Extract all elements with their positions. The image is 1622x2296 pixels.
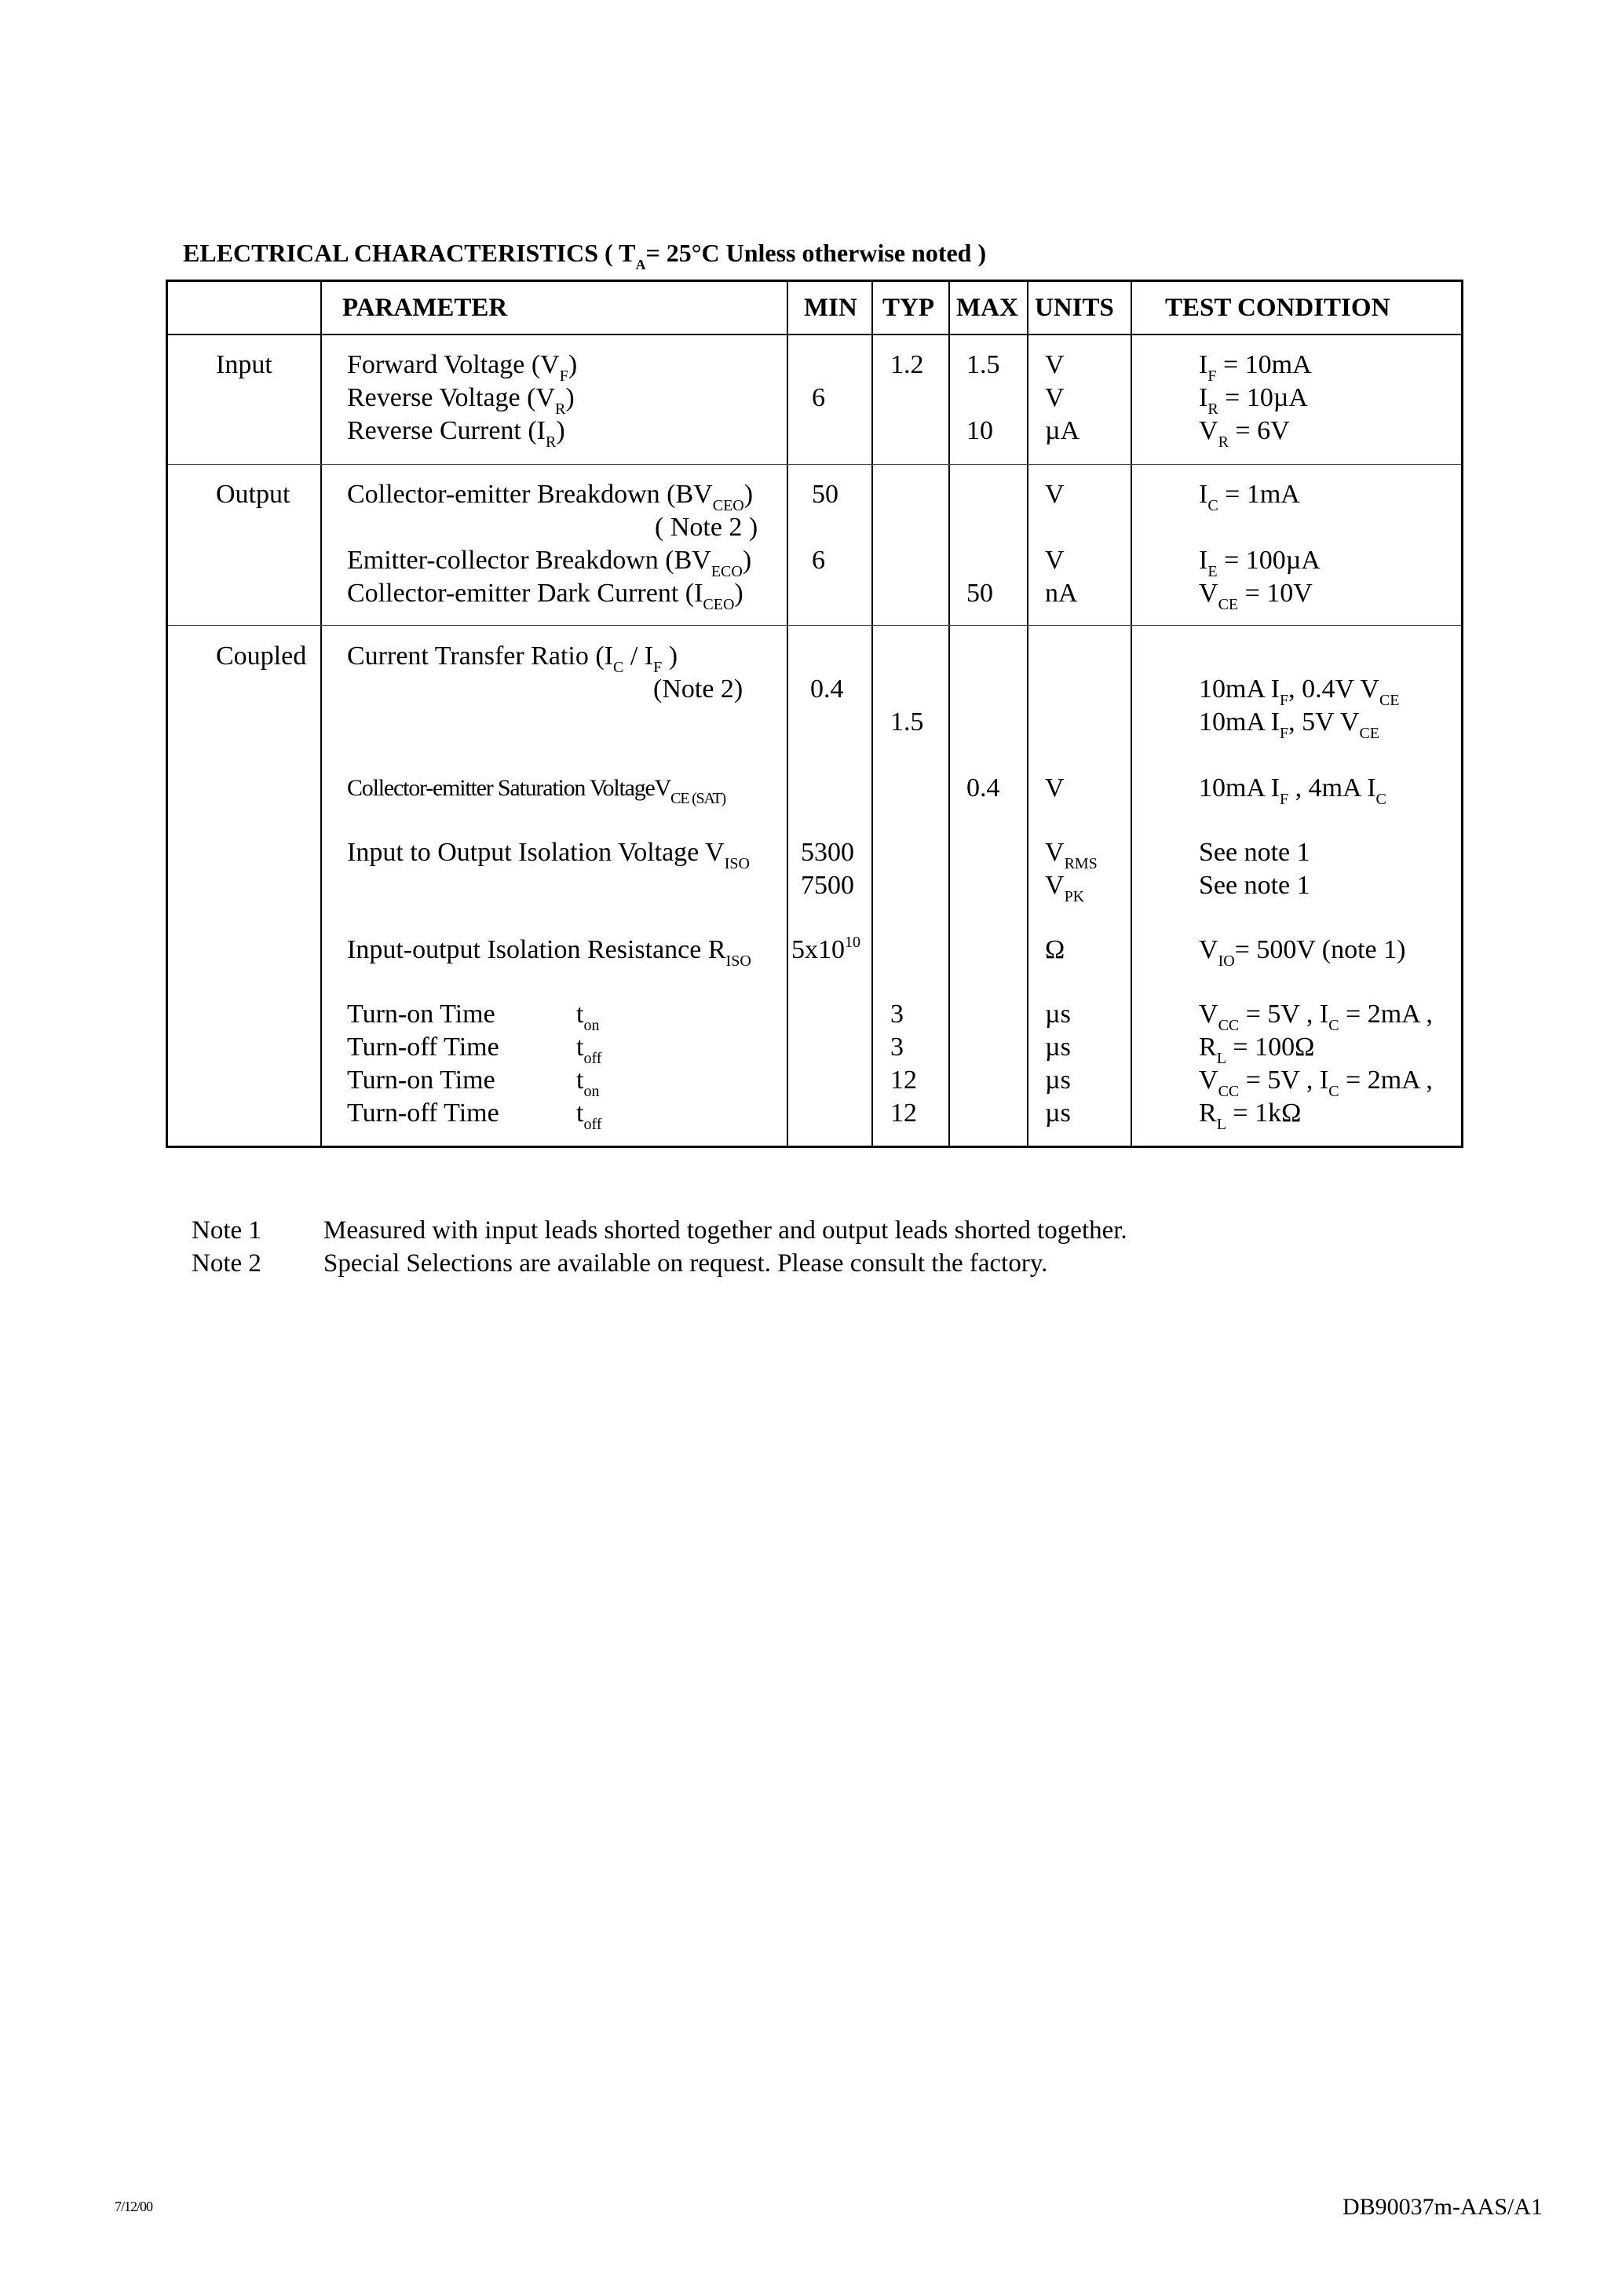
param-turn-off-time: Turn-off Time [347,1033,499,1062]
footer-date: 7/12/00 [115,2199,153,2214]
header-units: UNITS [1035,294,1114,322]
typ-value: 3 [890,1033,904,1062]
unit-value: µs [1045,1066,1071,1095]
typ-value: 12 [890,1066,917,1095]
notes-section [192,1214,1127,1280]
param-emitter-collector-breakdown: Emitter-collector Breakdown $(BV_{ECO})$ [347,546,752,580]
test-condition: $V_{CC} = 5V$ , $I_C = 2mA$ , [1199,1066,1433,1100]
unit-value: nA [1045,579,1078,608]
max-value: 0.4 [966,773,1000,803]
param-note: (Note 2) [653,675,743,704]
unit-value: V [1045,383,1065,412]
test-condition: See note 1 [1199,871,1310,900]
test-condition: 10mA $I_F$, 5V $V_{CE}$ [1199,707,1380,742]
param-isolation-resistance: Input-output Isolation Resistance $R_{ISO}$ [347,935,751,970]
unit-value: V [1045,546,1065,575]
unit-value: µs [1045,1099,1071,1128]
param-symbol: $t_{on}$ [576,1000,600,1034]
electrical-characteristics-table [166,280,1463,1148]
header-parameter: PARAMETER [342,294,508,322]
min-value: 6 [812,383,825,412]
param-isolation-voltage: Input to Output Isolation Voltage $V_{ISO}$ [347,838,750,872]
param-symbol: $t_{off}$ [576,1099,602,1133]
test-condition: $V_R = 6V$ [1199,416,1290,451]
test-condition: $I_F = 10mA$ [1199,350,1312,385]
unit-value: µs [1045,1000,1071,1029]
min-value: 0.4 [810,675,844,704]
max-value: 10 [966,416,993,445]
unit-value: V [1045,480,1065,509]
param-symbol: $t_{off}$ [576,1033,602,1067]
test-condition: 10mA $I_F$ , 4mA $I_C$ [1199,773,1386,808]
note-1: Note 1 Measured with input leads shorted together and output leads shorted together. [192,1216,1127,1245]
min-value: 7500 [801,871,854,900]
param-current-transfer-ratio: Current Transfer Ratio ($I_C / I_F$ ) [347,642,678,676]
min-value: 50 [812,480,838,509]
page-title: ELECTRICAL CHARACTERISTICS ( $T_A= 25^\circ C$ Unless otherwise noted ) [183,239,987,272]
unit-value: $V_{PK}$ [1045,871,1085,905]
unit-value: µs [1045,1033,1071,1062]
param-note: ( Note 2 ) [655,513,758,542]
min-value: $5x10^{10}$ [791,934,860,964]
unit-value: µA [1045,416,1080,445]
test-condition: $I_C = 1mA$ [1199,480,1300,514]
max-value: 1.5 [966,350,1000,379]
param-reverse-current: Reverse Current $(I_R)$ [347,416,565,451]
test-condition: $V_{IO}= 500V$ (note 1) [1199,935,1406,970]
param-forward-voltage: Forward Voltage $(V_F)$ [347,350,578,385]
test-condition: $R_L = 1k\Omega$ [1199,1099,1302,1133]
test-condition: See note 1 [1199,838,1310,867]
note-2: Note 2 Special Selections are available on request. Please consult the factory. [192,1249,1048,1278]
max-value: 50 [966,579,993,608]
header-typ: TYP [882,294,934,322]
param-turn-off-time: Turn-off Time [347,1099,499,1128]
param-collector-emitter-dark-current: Collector-emitter Dark Current $(I_{CEO})$ [347,579,743,613]
param-turn-on-time: Turn-on Time [347,1000,495,1029]
param-saturation-voltage: Collector-emitter Saturation VoltageV$_{CE (SAT)}$ [347,775,725,807]
header-max: MAX [956,294,1018,322]
typ-value: 1.5 [890,707,924,737]
test-condition: $I_E = 100\mu A$ [1199,546,1321,580]
typ-value: 3 [890,1000,904,1029]
param-turn-on-time: Turn-on Time [347,1066,495,1095]
group-output: Output [216,480,290,509]
group-input: Input [216,350,272,379]
header-min: MIN [804,294,857,322]
test-condition: $V_{CC} = 5V$ , $I_C = 2mA$ , [1199,1000,1433,1034]
param-symbol: $t_{on}$ [576,1066,600,1100]
param-collector-emitter-breakdown: Collector-emitter Breakdown $(BV_{CEO})$ [347,480,754,514]
group-coupled: Coupled [216,642,307,671]
typ-value: 12 [890,1099,917,1128]
unit-value: V [1045,350,1065,379]
unit-value: $V_{RMS}$ [1045,838,1098,872]
test-condition: 10mA $I_F$, 0.4V $V_{CE}$ [1199,675,1400,709]
footer-doc-code: DB90037m-AAS/A1 [1343,2194,1543,2220]
param-reverse-voltage: Reverse Voltage $(V_R)$ [347,383,575,418]
unit-value: Ω [1045,935,1065,964]
unit-value: V [1045,773,1065,803]
test-condition: $R_L = 100\Omega$ [1199,1033,1315,1067]
typ-value: 1.2 [890,350,924,379]
test-condition: $I_R = 10\mu A$ [1199,383,1308,418]
test-condition: $V_{CE} = 10V$ [1199,579,1313,613]
min-value: 5300 [801,838,854,867]
header-test-condition: TEST CONDITION [1165,294,1390,322]
min-value: 6 [812,546,825,575]
